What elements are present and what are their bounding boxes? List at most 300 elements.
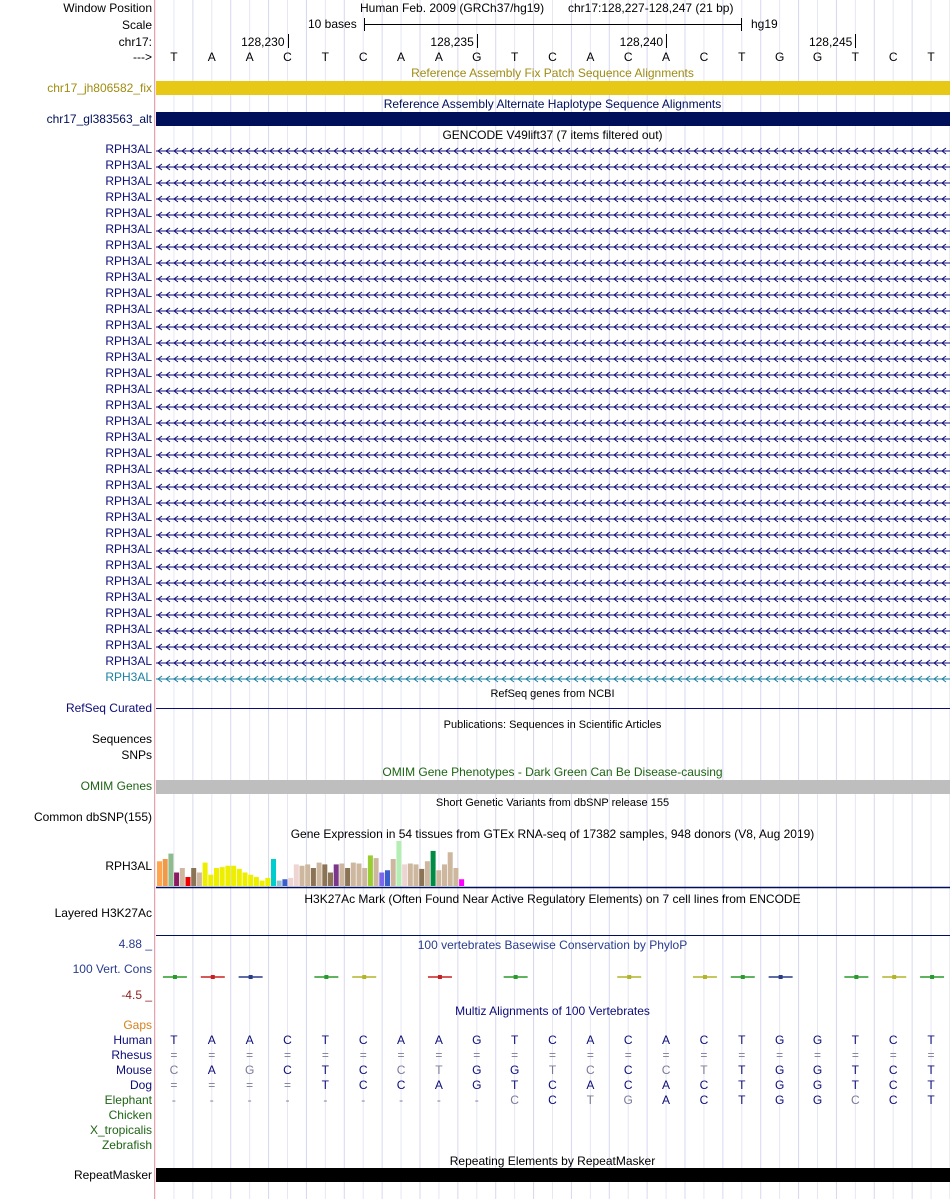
multiz-base: T: [510, 1033, 519, 1047]
gencode-item-label[interactable]: RPH3AL: [105, 526, 152, 540]
multiz-species-label[interactable]: Dog: [129, 1078, 152, 1092]
gencode-item-label[interactable]: RPH3AL: [105, 142, 152, 156]
multiz-base: G: [472, 1078, 482, 1092]
multiz-base: -: [285, 1093, 290, 1107]
gencode-item-intron[interactable]: [156, 594, 950, 604]
repeatmasker-track-title: Repeating Elements by RepeatMasker: [449, 1154, 656, 1168]
gencode-item-intron[interactable]: [156, 466, 950, 476]
multiz-base: G: [472, 1063, 482, 1077]
gencode-item-label[interactable]: RPH3AL: [105, 222, 152, 236]
gtex-tissue-bar: [374, 858, 379, 886]
gencode-item-label[interactable]: RPH3AL: [105, 190, 152, 204]
phylop-track-title: 100 vertebrates Basewise Conservation by PhyloP: [417, 938, 688, 952]
multiz-base: G: [509, 1063, 520, 1077]
gtex-tissue-bar: [214, 868, 219, 886]
gtex-tissue-bar: [317, 863, 322, 886]
multiz-base: T: [548, 1063, 557, 1077]
multiz-species-label[interactable]: Human: [113, 1033, 152, 1047]
gencode-item-intron[interactable]: [156, 370, 950, 380]
multiz-base: C: [623, 1078, 633, 1092]
h3k27ac-track-label[interactable]: Layered H3K27Ac: [54, 906, 152, 920]
gencode-item-label[interactable]: RPH3AL: [105, 638, 152, 652]
multiz-base: A: [207, 1063, 216, 1077]
multiz-base: T: [927, 1063, 935, 1077]
multiz-species-label[interactable]: Chicken: [108, 1108, 152, 1122]
phylop-mark-dot: [930, 975, 934, 979]
repeatmasker-track-label[interactable]: RepeatMasker: [73, 1168, 152, 1182]
gtex-tissue-bar: [357, 864, 362, 887]
multiz-species-label[interactable]: Zebrafish: [101, 1138, 152, 1152]
multiz-species-label[interactable]: Rhesus: [111, 1048, 152, 1062]
gtex-tissue-bar: [163, 859, 168, 886]
multiz-base: T: [321, 1063, 330, 1077]
multiz-gaps-label[interactable]: Gaps: [123, 1018, 152, 1032]
multiz-base: C: [586, 1063, 595, 1077]
multiz-base: G: [244, 1063, 255, 1077]
scale-label: Scale: [121, 18, 152, 32]
gtex-track-title: Gene Expression in 54 tissues from GTEx RNA-seq of 17382 samples, 948 donors (V8, Aug 2019): [290, 827, 815, 841]
gtex-tissue-bar: [431, 851, 436, 886]
gtex-tissue-bar: [402, 864, 407, 886]
multiz-base: C: [699, 1078, 709, 1092]
gencode-item-label[interactable]: RPH3AL: [105, 478, 152, 492]
multiz-base: C: [623, 1033, 633, 1047]
multiz-track-title: Multiz Alignments of 100 Vertebrates: [455, 1004, 650, 1018]
gencode-item-intron[interactable]: [156, 386, 950, 396]
multiz-base: A: [434, 1078, 443, 1092]
gtex-tissue-bar: [254, 877, 259, 886]
gencode-item-label[interactable]: RPH3AL: [105, 318, 152, 332]
multiz-base: C: [699, 1093, 709, 1107]
alt-track-title: Reference Assembly Alternate Haplotype Sequence Alignments: [383, 97, 722, 111]
multiz-base: -: [323, 1093, 328, 1107]
gtex-tissue-bar: [391, 859, 396, 886]
gtex-tissue-bar: [442, 864, 447, 886]
multiz-species-label[interactable]: X_tropicalis: [89, 1123, 152, 1137]
multiz-base: C: [358, 1063, 368, 1077]
gencode-item-intron[interactable]: [156, 418, 950, 428]
gencode-item-intron[interactable]: [156, 258, 950, 268]
gencode-item-intron[interactable]: [156, 210, 950, 220]
phylop-mark-dot: [324, 975, 328, 979]
gencode-item-intron[interactable]: [156, 530, 950, 540]
multiz-base: C: [548, 1033, 557, 1047]
reference-base: A: [586, 50, 595, 64]
reference-base: T: [738, 50, 746, 64]
multiz-base: G: [812, 1093, 823, 1107]
multiz-base: -: [247, 1093, 252, 1107]
gencode-track-title: GENCODE V49lift37 (7 items filtered out): [442, 128, 663, 142]
gtex-tissue-bar: [334, 864, 339, 886]
dbsnp-track-label[interactable]: Common dbSNP(155): [33, 810, 152, 824]
multiz-base: G: [623, 1093, 633, 1107]
fix-track-bar[interactable]: [156, 81, 950, 95]
multiz-base: A: [662, 1078, 671, 1092]
gencode-item-label[interactable]: RPH3AL: [105, 558, 152, 572]
reference-base: C: [623, 50, 633, 64]
multiz-base: T: [435, 1063, 443, 1077]
multiz-base: T: [321, 1033, 330, 1047]
phylop-mark-dot: [173, 975, 177, 979]
phylop-mark-dot: [741, 975, 745, 979]
gencode-item-intron[interactable]: [156, 338, 950, 348]
multiz-base: C: [283, 1063, 292, 1077]
multiz-base: C: [283, 1033, 292, 1047]
multiz-base: G: [774, 1063, 785, 1077]
multiz-base: =: [246, 1078, 254, 1092]
gencode-item-intron[interactable]: [156, 546, 950, 556]
gtex-tissue-bar: [408, 864, 413, 887]
multiz-base: T: [851, 1078, 860, 1092]
gencode-item-label[interactable]: RPH3AL: [105, 446, 152, 460]
gtex-tissue-bar: [328, 873, 333, 887]
h3k27ac-baseline: [156, 935, 950, 936]
gtex-tissue-bar: [265, 878, 270, 886]
reference-base: T: [927, 50, 935, 64]
gtex-tissue-bar: [305, 864, 310, 886]
ruler-tick-label: 128,240: [619, 35, 664, 49]
multiz-base: C: [396, 1078, 406, 1092]
multiz-base: =: [776, 1048, 784, 1062]
reference-base: C: [283, 50, 292, 64]
omim-track-bar[interactable]: [156, 780, 950, 794]
gtex-tissue-bar: [282, 879, 287, 886]
multiz-base: A: [662, 1093, 671, 1107]
reference-base: A: [397, 50, 406, 64]
gtex-tissue-bar: [157, 861, 162, 886]
multiz-base: -: [171, 1093, 176, 1107]
gencode-item-label[interactable]: RPH3AL: [105, 494, 152, 508]
gtex-tissue-bar: [345, 868, 350, 886]
scale-bar: [364, 24, 741, 25]
gtex-tissue-bar: [368, 855, 373, 886]
fix-track-label[interactable]: chr17_jh806582_fix: [47, 81, 152, 95]
alt-track-label[interactable]: chr17_gl383563_alt: [46, 112, 152, 126]
gencode-item-intron[interactable]: [156, 562, 950, 572]
gencode-item-label[interactable]: RPH3AL: [105, 382, 152, 396]
phylop-mark-dot: [892, 975, 896, 979]
multiz-base: G: [774, 1033, 785, 1047]
gencode-item-intron[interactable]: [156, 402, 950, 412]
gencode-item-intron[interactable]: [156, 498, 950, 508]
multiz-base: T: [851, 1063, 860, 1077]
multiz-base: T: [586, 1093, 595, 1107]
gtex-track-label[interactable]: RPH3AL: [105, 859, 152, 873]
gtex-bar-chart[interactable]: [156, 841, 950, 889]
reference-base: A: [662, 50, 671, 64]
gencode-item-intron[interactable]: [156, 610, 950, 620]
phylop-mark-dot: [627, 975, 631, 979]
multiz-base: A: [434, 1033, 443, 1047]
multiz-base: =: [208, 1048, 216, 1062]
multiz-base: T: [927, 1093, 935, 1107]
multiz-base: T: [738, 1078, 746, 1092]
multiz-base: =: [889, 1048, 897, 1062]
gtex-tissue-bar: [385, 870, 390, 886]
gencode-item-intron[interactable]: [156, 642, 950, 652]
multiz-base: =: [624, 1048, 632, 1062]
multiz-base: C: [888, 1078, 898, 1092]
gencode-item-label[interactable]: RPH3AL: [105, 670, 152, 684]
multiz-base: =: [700, 1048, 708, 1062]
multiz-base: C: [358, 1078, 368, 1092]
multiz-base: -: [361, 1093, 366, 1107]
ruler-tick-label: 128,235: [430, 35, 474, 49]
multiz-base: =: [662, 1048, 670, 1062]
phylop-mark-dot: [211, 975, 215, 979]
ruler-tick-mark: [855, 34, 856, 48]
phylop-mark-dot: [362, 975, 366, 979]
phylop-marks[interactable]: [156, 966, 950, 988]
multiz-base: =: [813, 1048, 821, 1062]
gencode-item-intron[interactable]: [156, 434, 950, 444]
multiz-base: =: [208, 1078, 216, 1092]
gencode-item-label[interactable]: RPH3AL: [105, 270, 152, 284]
gencode-item-label[interactable]: RPH3AL: [105, 654, 152, 668]
multiz-base: C: [396, 1063, 406, 1077]
gencode-item-label[interactable]: RPH3AL: [105, 174, 152, 188]
multiz-base: =: [473, 1048, 481, 1062]
multiz-base: A: [245, 1033, 254, 1047]
gencode-item-label[interactable]: RPH3AL: [105, 334, 152, 348]
multiz-base: C: [851, 1093, 860, 1107]
gencode-item-label[interactable]: RPH3AL: [105, 462, 152, 476]
gencode-item-label[interactable]: RPH3AL: [105, 254, 152, 268]
gencode-item-intron[interactable]: [156, 290, 950, 300]
gencode-item-intron[interactable]: [156, 578, 950, 588]
gencode-item-intron[interactable]: [156, 626, 950, 636]
gencode-item-label[interactable]: RPH3AL: [105, 414, 152, 428]
multiz-base: G: [774, 1093, 785, 1107]
multiz-base: T: [851, 1033, 860, 1047]
multiz-base: =: [397, 1048, 405, 1062]
multiz-base: C: [623, 1063, 633, 1077]
gencode-item-intron[interactable]: [156, 274, 950, 284]
gtex-tissue-bar: [237, 869, 242, 886]
multiz-species-label[interactable]: Elephant: [104, 1093, 152, 1107]
gencode-item-intron[interactable]: [156, 162, 950, 172]
reference-base: T: [510, 50, 519, 64]
assembly-text: Human Feb. 2009 (GRCh37/hg19): [360, 1, 545, 15]
multiz-base: T: [927, 1078, 935, 1092]
phylop-mark-dot: [703, 975, 707, 979]
multiz-base: =: [283, 1048, 291, 1062]
multiz-base: =: [851, 1048, 859, 1062]
gencode-item-intron[interactable]: [156, 450, 950, 460]
gencode-item-intron[interactable]: [156, 674, 950, 684]
strand-arrow-label: --->: [133, 50, 152, 64]
gencode-item-intron[interactable]: [156, 242, 950, 252]
phylop-max-label: 4.88 _: [118, 937, 152, 951]
publications-snps-label[interactable]: SNPs: [121, 748, 152, 762]
multiz-base: C: [699, 1033, 709, 1047]
gencode-item-label[interactable]: RPH3AL: [105, 366, 152, 380]
ruler-tick-label: 128,230: [241, 35, 285, 49]
multiz-base: =: [170, 1078, 178, 1092]
gtex-tissue-bar: [208, 875, 213, 886]
multiz-base: -: [436, 1093, 441, 1107]
publications-track-title: Publications: Sequences in Scientific Articles: [443, 719, 662, 731]
gencode-item-intron[interactable]: [156, 226, 950, 236]
reference-base: A: [207, 50, 216, 64]
gtex-tissue-bar: [300, 866, 305, 886]
gencode-item-intron[interactable]: [156, 178, 950, 188]
gencode-item-label[interactable]: RPH3AL: [105, 574, 152, 588]
gtex-tissue-bar: [425, 861, 430, 886]
reference-base: C: [888, 50, 898, 64]
gtex-tissue-bar: [396, 841, 401, 886]
fix-track-title: Reference Assembly Fix Patch Sequence Alignments: [411, 66, 694, 80]
phylop-mark-dot: [249, 975, 253, 979]
multiz-base: T: [738, 1033, 746, 1047]
multiz-base: T: [170, 1033, 178, 1047]
reference-base: C: [699, 50, 709, 64]
omim-track-label[interactable]: OMIM Genes: [80, 779, 152, 793]
gencode-item-intron[interactable]: [156, 354, 950, 364]
multiz-base: =: [321, 1048, 329, 1062]
publications-sequences-label[interactable]: Sequences: [91, 732, 152, 746]
reference-base: C: [358, 50, 368, 64]
multiz-base: T: [321, 1078, 330, 1092]
multiz-base: T: [738, 1093, 746, 1107]
gtex-tissue-bar: [271, 859, 276, 886]
reference-base: T: [851, 50, 860, 64]
gencode-item-label[interactable]: RPH3AL: [105, 286, 152, 300]
repeatmasker-bar[interactable]: [156, 1168, 950, 1182]
gencode-item-label[interactable]: RPH3AL: [105, 590, 152, 604]
multiz-base: C: [888, 1093, 898, 1107]
gtex-tissue-bar: [197, 873, 202, 887]
omim-track-title: OMIM Gene Phenotypes - Dark Green Can Be Disease-causing: [382, 765, 723, 779]
phylop-mark-dot: [514, 975, 518, 979]
reference-base: T: [170, 50, 178, 64]
gtex-tissue-bar: [294, 864, 299, 886]
gencode-item-intron[interactable]: [156, 658, 950, 668]
h3k27ac-track-title: H3K27Ac Mark (Often Found Near Active Regulatory Elements) on 7 cell lines from ENCODE: [304, 892, 801, 906]
db-text: hg19: [751, 17, 778, 31]
gtex-tissue-bar: [191, 868, 196, 886]
multiz-base: T: [738, 1063, 746, 1077]
gtex-tissue-bar: [288, 878, 293, 886]
multiz-base: -: [399, 1093, 404, 1107]
gtex-tissue-bar: [414, 864, 419, 886]
multiz-base: =: [548, 1048, 556, 1062]
gencode-item-intron[interactable]: [156, 514, 950, 524]
phylop-min-label: -4.5 _: [121, 988, 152, 1002]
gtex-tissue-bar: [453, 868, 458, 886]
ruler-tick-mark: [666, 34, 667, 48]
gencode-item-label[interactable]: RPH3AL: [105, 510, 152, 524]
gtex-tissue-bar: [459, 879, 464, 886]
gtex-tissue-bar: [339, 864, 344, 887]
gencode-item-intron[interactable]: [156, 306, 950, 316]
multiz-base: C: [888, 1063, 898, 1077]
multiz-base: C: [169, 1063, 179, 1077]
gencode-item-intron[interactable]: [156, 322, 950, 332]
alt-track-bar[interactable]: [156, 112, 950, 126]
gtex-tissue-bar: [174, 873, 179, 887]
gtex-tissue-bar: [203, 863, 208, 886]
multiz-base: G: [774, 1078, 785, 1092]
phylop-mark-dot: [438, 975, 442, 979]
window-position-label: Window Position: [63, 1, 152, 15]
gencode-item-label[interactable]: RPH3AL: [105, 430, 152, 444]
gtex-tissue-bar: [220, 867, 225, 886]
reference-base: A: [434, 50, 443, 64]
multiz-base: =: [435, 1048, 443, 1062]
scale-text: 10 bases: [308, 17, 357, 31]
gtex-tissue-bar: [180, 868, 185, 886]
refseq-track-label[interactable]: RefSeq Curated: [65, 701, 152, 715]
phylop-mark-dot: [854, 975, 858, 979]
position-text[interactable]: chr17:128,227-128,247 (21 bp): [568, 1, 734, 15]
multiz-base: T: [927, 1033, 935, 1047]
gtex-tissue-bar: [277, 881, 282, 886]
gencode-item-label[interactable]: RPH3AL: [105, 158, 152, 172]
refseq-track-line[interactable]: [156, 708, 950, 709]
multiz-species-label[interactable]: Mouse: [115, 1063, 152, 1077]
multiz-base: C: [888, 1033, 898, 1047]
phylop-track-label[interactable]: 100 Vert. Cons: [72, 962, 152, 976]
gencode-item-label[interactable]: RPH3AL: [105, 398, 152, 412]
gtex-tissue-bar: [379, 873, 384, 887]
reference-base: G: [812, 50, 823, 64]
gencode-item-label[interactable]: RPH3AL: [105, 302, 152, 316]
ruler-tick-mark: [477, 34, 478, 48]
gtex-tissue-bar: [260, 881, 265, 886]
gencode-item-label[interactable]: RPH3AL: [105, 206, 152, 220]
multiz-base: A: [662, 1033, 671, 1047]
phylop-mark-dot: [779, 975, 783, 979]
gtex-tissue-bar: [225, 866, 230, 886]
gtex-tissue-bar: [322, 864, 327, 886]
multiz-base: C: [661, 1063, 671, 1077]
multiz-base: -: [474, 1093, 479, 1107]
multiz-base: =: [170, 1048, 178, 1062]
multiz-base: G: [812, 1033, 823, 1047]
multiz-base: G: [472, 1033, 482, 1047]
multiz-base: G: [812, 1063, 823, 1077]
gencode-item-label[interactable]: RPH3AL: [105, 622, 152, 636]
reference-base: C: [548, 50, 557, 64]
multiz-base: =: [283, 1078, 291, 1092]
gencode-item-label[interactable]: RPH3AL: [105, 238, 152, 252]
multiz-base: C: [358, 1033, 368, 1047]
multiz-base: A: [397, 1033, 406, 1047]
gtex-tissue-bar: [243, 873, 248, 887]
gtex-tissue-bar: [351, 863, 356, 886]
gencode-item-label[interactable]: RPH3AL: [105, 350, 152, 364]
gtex-tissue-bar: [248, 875, 253, 886]
reference-base: G: [774, 50, 785, 64]
gencode-item-intron[interactable]: [156, 482, 950, 492]
multiz-base: C: [510, 1093, 519, 1107]
gencode-item-label[interactable]: RPH3AL: [105, 606, 152, 620]
scale-bar-right-cap: [741, 18, 742, 31]
gtex-tissue-bar: [311, 868, 316, 886]
multiz-base: G: [812, 1078, 823, 1092]
multiz-base: =: [511, 1048, 519, 1062]
multiz-base: -: [209, 1093, 214, 1107]
gencode-item-intron[interactable]: [156, 146, 950, 156]
ruler-tick-mark: [288, 34, 289, 48]
gencode-item-intron[interactable]: [156, 194, 950, 204]
gtex-tissue-bar: [362, 868, 367, 886]
label-separator: [154, 0, 155, 1199]
gencode-item-label[interactable]: RPH3AL: [105, 542, 152, 556]
multiz-base: =: [246, 1048, 254, 1062]
gtex-tissue-bar: [231, 866, 236, 886]
